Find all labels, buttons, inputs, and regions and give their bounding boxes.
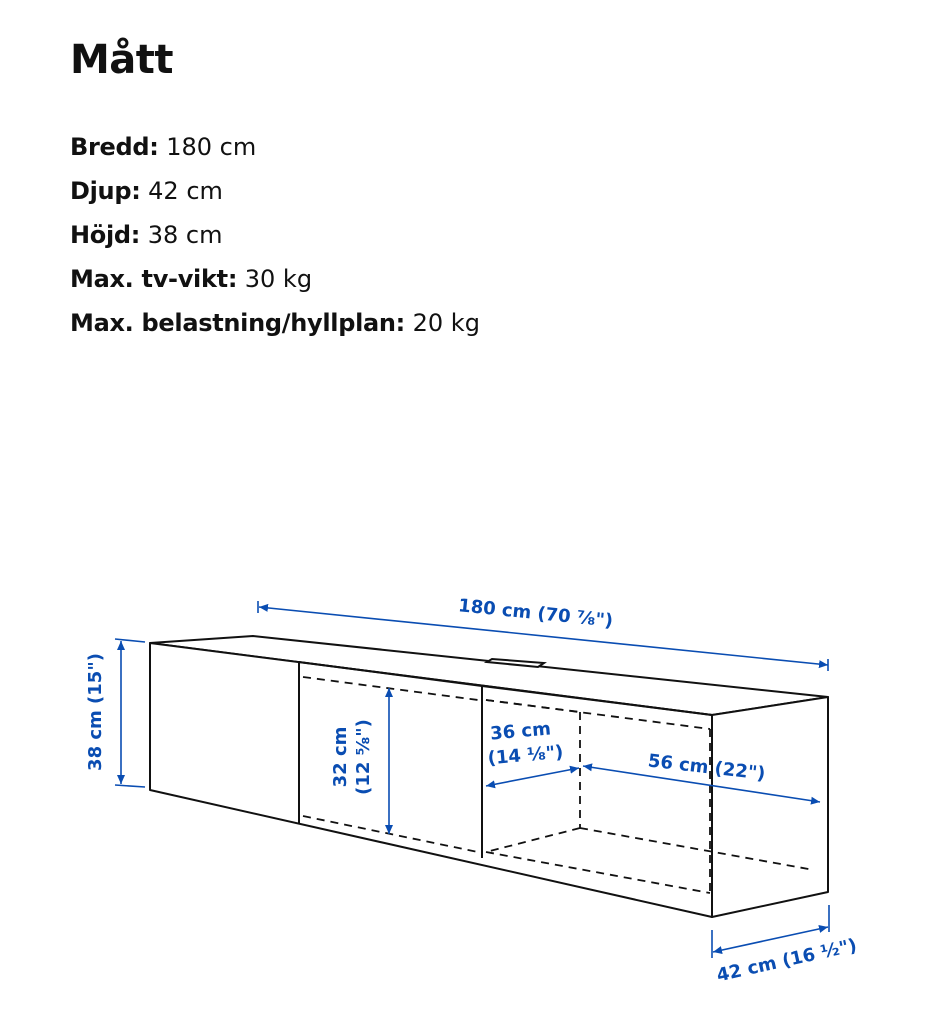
spec-value: 20 kg xyxy=(412,309,480,337)
depth-dimension-label: 42 cm (16 ½") xyxy=(714,934,859,987)
spec-label: Höjd: xyxy=(70,221,141,249)
spec-label: Max. belastning/hyllplan: xyxy=(70,309,405,337)
compartment-width-dimension-label: 56 cm (22") xyxy=(646,750,767,785)
inner-depth-dimension-label-line-2: (14 ⅛") xyxy=(486,741,565,770)
spec-value: 38 cm xyxy=(147,221,223,249)
height-dimension-label: 38 cm (15") xyxy=(85,653,106,771)
width-dimension-label: 180 cm (70 ⅞") xyxy=(457,595,614,632)
spec-value: 30 kg xyxy=(244,265,313,293)
spec-value: 42 cm xyxy=(148,177,223,205)
spec-value: 180 cm xyxy=(166,133,257,161)
inner-height-dimension-label-line-2: (12 ⅝") xyxy=(353,719,374,795)
page-title: Mått xyxy=(70,37,174,83)
spec-label: Djup: xyxy=(70,177,141,205)
inner-height-dimension-label-line-1: 32 cm xyxy=(330,726,351,788)
spec-label: Bredd: xyxy=(70,133,159,161)
cabinet-side xyxy=(712,697,828,917)
inner-depth-dimension-label-line-1: 36 cm xyxy=(489,718,552,745)
spec-label: Max. tv-vikt: xyxy=(70,265,238,293)
